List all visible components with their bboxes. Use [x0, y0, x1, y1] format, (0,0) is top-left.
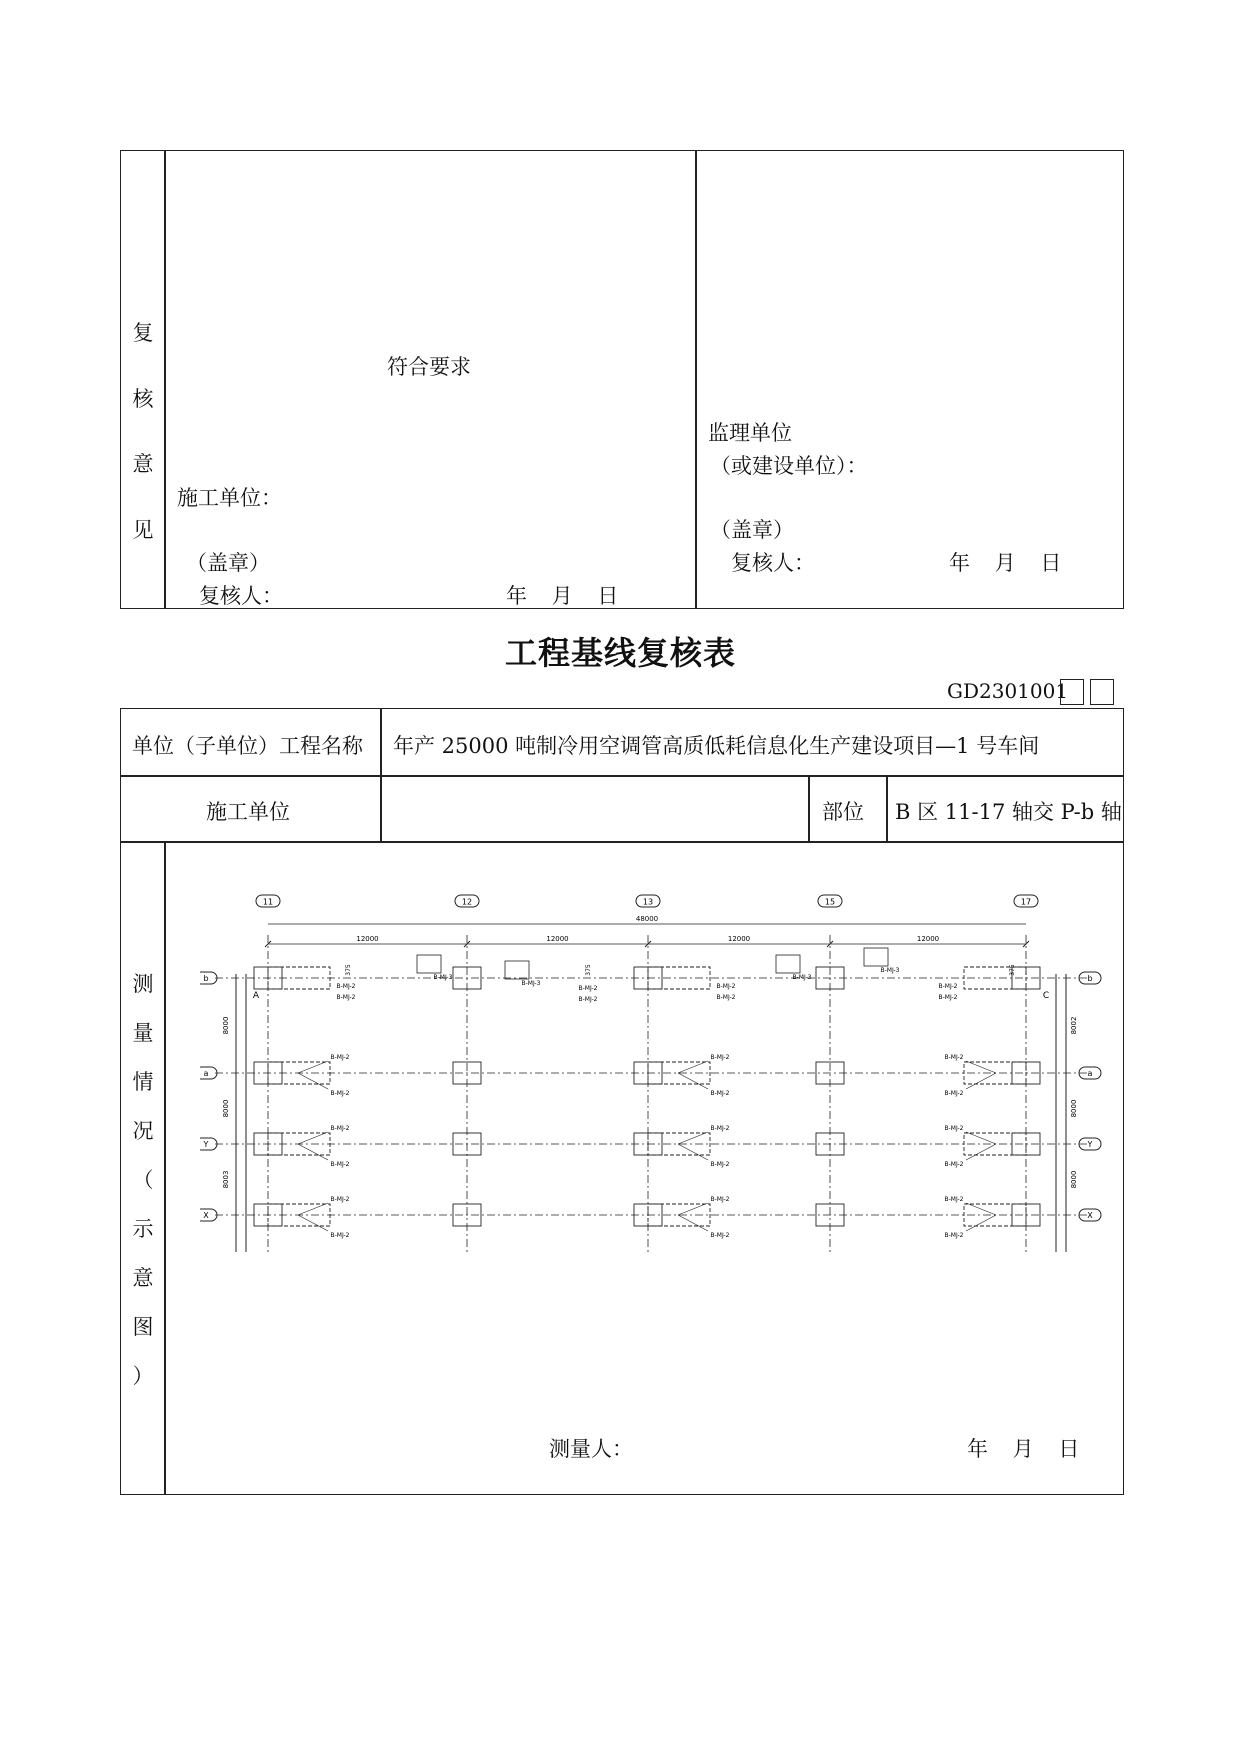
- leader-line: [678, 1061, 708, 1073]
- embed-label: B-MJ-2: [710, 1054, 730, 1061]
- survey-side-char: ）: [132, 1364, 154, 1388]
- leader-line: [678, 1215, 708, 1231]
- row-axis-label: a: [1087, 1069, 1093, 1078]
- column-axis-label: 12: [461, 897, 473, 907]
- embed-label: B-MJ-2: [710, 1161, 730, 1168]
- review-date-right: 年 月 日: [949, 551, 1062, 575]
- bay-dimension: 12000: [546, 935, 569, 943]
- row-axis-bubble: [200, 1138, 217, 1150]
- leader-line: [298, 1144, 328, 1160]
- total-dimension: 48000: [635, 915, 659, 923]
- bay-dimension: 12000: [356, 935, 379, 943]
- column-axis-label: 13: [642, 897, 654, 907]
- row-axis-label: a: [203, 1069, 209, 1078]
- embed-label: B-MJ-2: [710, 1125, 730, 1132]
- leader-line: [298, 1061, 328, 1073]
- form-vline-label: [380, 708, 382, 842]
- row-dimension-right: 8000: [1070, 1099, 1078, 1118]
- column-axis-label: 17: [1020, 897, 1032, 907]
- row-dimension-left: 8003: [222, 1170, 230, 1189]
- embed-plate: [864, 948, 888, 966]
- column-axis-label: 15: [824, 897, 836, 907]
- form-vline-location-label: [808, 775, 810, 842]
- form-vline-location-value: [886, 775, 888, 842]
- review-reviewer-left: 复核人：: [199, 584, 283, 608]
- embed-label: B-MJ-2: [944, 1054, 964, 1061]
- project-name-label: 单位（子单位）工程名称: [132, 734, 363, 758]
- embed-plate: [417, 955, 441, 973]
- leader-line: [298, 1073, 328, 1089]
- leader-line: [966, 1203, 996, 1215]
- embed-label: B-MJ-3: [880, 967, 900, 974]
- review-opinion: 符合要求: [387, 355, 471, 379]
- survey-date: 年 月 日: [967, 1437, 1080, 1461]
- form-vline-side: [164, 841, 166, 1495]
- leader-line: [678, 1144, 708, 1160]
- bay-dimension: 12000: [727, 935, 751, 943]
- embed-label: B-MJ-2: [944, 1125, 964, 1132]
- embed-label: B-MJ-2: [938, 994, 958, 1001]
- row-axis-label: b: [203, 974, 209, 983]
- leader-line: [966, 1073, 996, 1089]
- embed-label: B-MJ-2: [336, 983, 356, 990]
- embed-label: B-MJ-3: [521, 980, 541, 987]
- survey-side-char: 量: [132, 1021, 154, 1045]
- review-supervisor-line1: 监理单位: [708, 421, 792, 445]
- code-box-2[interactable]: [1090, 679, 1114, 705]
- row-dimension-right: 8000: [1070, 1170, 1078, 1189]
- project-name-value: 年产 25000 吨制冷用空调管高质低耗信息化生产建设项目—1 号车间: [393, 734, 1040, 758]
- row-axis-bubble: [200, 1067, 217, 1079]
- form-title: 工程基线复核表: [504, 634, 736, 672]
- row-axis-label: Y: [1087, 1140, 1093, 1149]
- review-reviewer-right: 复核人：: [731, 551, 815, 575]
- embed-label: B-MJ-2: [330, 1090, 350, 1097]
- survey-side-char: 情: [132, 1070, 154, 1094]
- embed-label: B-MJ-2: [578, 996, 598, 1003]
- survey-side-char: 示: [132, 1217, 154, 1241]
- leader-line: [966, 1132, 996, 1144]
- review-contractor-label: 施工单位：: [177, 486, 282, 510]
- leader-line: [678, 1073, 708, 1089]
- embed-label: B-MJ-2: [710, 1232, 730, 1239]
- small-dimension: 375: [1009, 964, 1016, 976]
- column-axis-label: 11: [262, 897, 274, 907]
- location-label: 部位: [822, 800, 864, 824]
- row-dimension-right: 8002: [1070, 1016, 1078, 1035]
- embed-label: B-MJ-2: [330, 1054, 350, 1061]
- embed-label: B-MJ-2: [330, 1232, 350, 1239]
- bay-dimension: 12000: [916, 935, 940, 943]
- form-hline-1: [120, 775, 1124, 777]
- embed-label: B-MJ-2: [336, 994, 356, 1001]
- row-dimension-left: 8000: [222, 1099, 230, 1118]
- review-side-char: 见: [132, 518, 154, 542]
- embed-plate: [505, 961, 529, 979]
- leader-line: [966, 1215, 996, 1231]
- review-seal-left: （盖章）: [186, 551, 270, 575]
- section-marker-left: A: [252, 991, 260, 1001]
- embed-label: B-MJ-2: [330, 1161, 350, 1168]
- leader-line: [678, 1203, 708, 1215]
- leader-line: [966, 1061, 996, 1073]
- leader-line: [678, 1132, 708, 1144]
- contractor-label: 施工单位: [206, 800, 290, 824]
- embed-label: B-MJ-2: [944, 1161, 964, 1168]
- embed-label: B-MJ-3: [433, 974, 453, 981]
- survey-side-char: 况: [132, 1119, 154, 1143]
- review-date-left: 年 月 日: [506, 584, 619, 608]
- row-axis-label: X: [203, 1211, 209, 1220]
- embed-label: B-MJ-2: [716, 994, 736, 1001]
- review-side-char: 意: [132, 452, 154, 476]
- row-dimension-left: 8000: [222, 1016, 230, 1035]
- review-outer-box: [120, 150, 1124, 609]
- embed-label: B-MJ-2: [716, 983, 736, 990]
- leader-line: [966, 1144, 996, 1160]
- review-divider-middle: [695, 150, 697, 609]
- small-dimension: 375: [345, 964, 352, 976]
- form-hline-2: [120, 841, 1124, 843]
- embed-label: B-MJ-2: [944, 1232, 964, 1239]
- embed-label: B-MJ-2: [330, 1125, 350, 1132]
- survey-side-char: （: [132, 1168, 154, 1192]
- small-dimension: 375: [585, 964, 592, 976]
- embed-label: B-MJ-2: [938, 983, 958, 990]
- embed-label: B-MJ-3: [792, 974, 812, 981]
- leader-line: [298, 1203, 328, 1215]
- review-side-char: 复: [132, 321, 154, 345]
- leader-line: [298, 1132, 328, 1144]
- embed-label: B-MJ-2: [944, 1196, 964, 1203]
- embed-label: B-MJ-2: [710, 1196, 730, 1203]
- surveyor-label: 测量人：: [549, 1437, 633, 1461]
- location-value: B 区 11-17 轴交 P-b 轴: [895, 800, 1122, 824]
- form-code: GD2301001: [947, 679, 1069, 703]
- baseline-schematic: [200, 880, 1120, 1260]
- row-axis-label: Y: [203, 1140, 209, 1149]
- section-marker-right: C: [1042, 991, 1050, 1001]
- survey-side-char: 图: [132, 1315, 154, 1339]
- embed-label: B-MJ-2: [944, 1090, 964, 1097]
- review-divider-side: [164, 150, 166, 609]
- embed-label: B-MJ-2: [710, 1090, 730, 1097]
- survey-side-char: 意: [132, 1266, 154, 1290]
- embed-plate: [776, 955, 800, 973]
- row-axis-label: b: [1087, 974, 1093, 983]
- survey-side-char: 测: [132, 972, 154, 996]
- embed-label: B-MJ-2: [330, 1196, 350, 1203]
- review-seal-right: （盖章）: [710, 518, 794, 542]
- embed-label: B-MJ-2: [578, 985, 598, 992]
- review-supervisor-line2: （或建设单位）：: [710, 454, 868, 478]
- row-axis-label: X: [1087, 1211, 1093, 1220]
- code-box-1[interactable]: [1060, 679, 1084, 705]
- review-side-char: 核: [132, 387, 154, 411]
- leader-line: [298, 1215, 328, 1231]
